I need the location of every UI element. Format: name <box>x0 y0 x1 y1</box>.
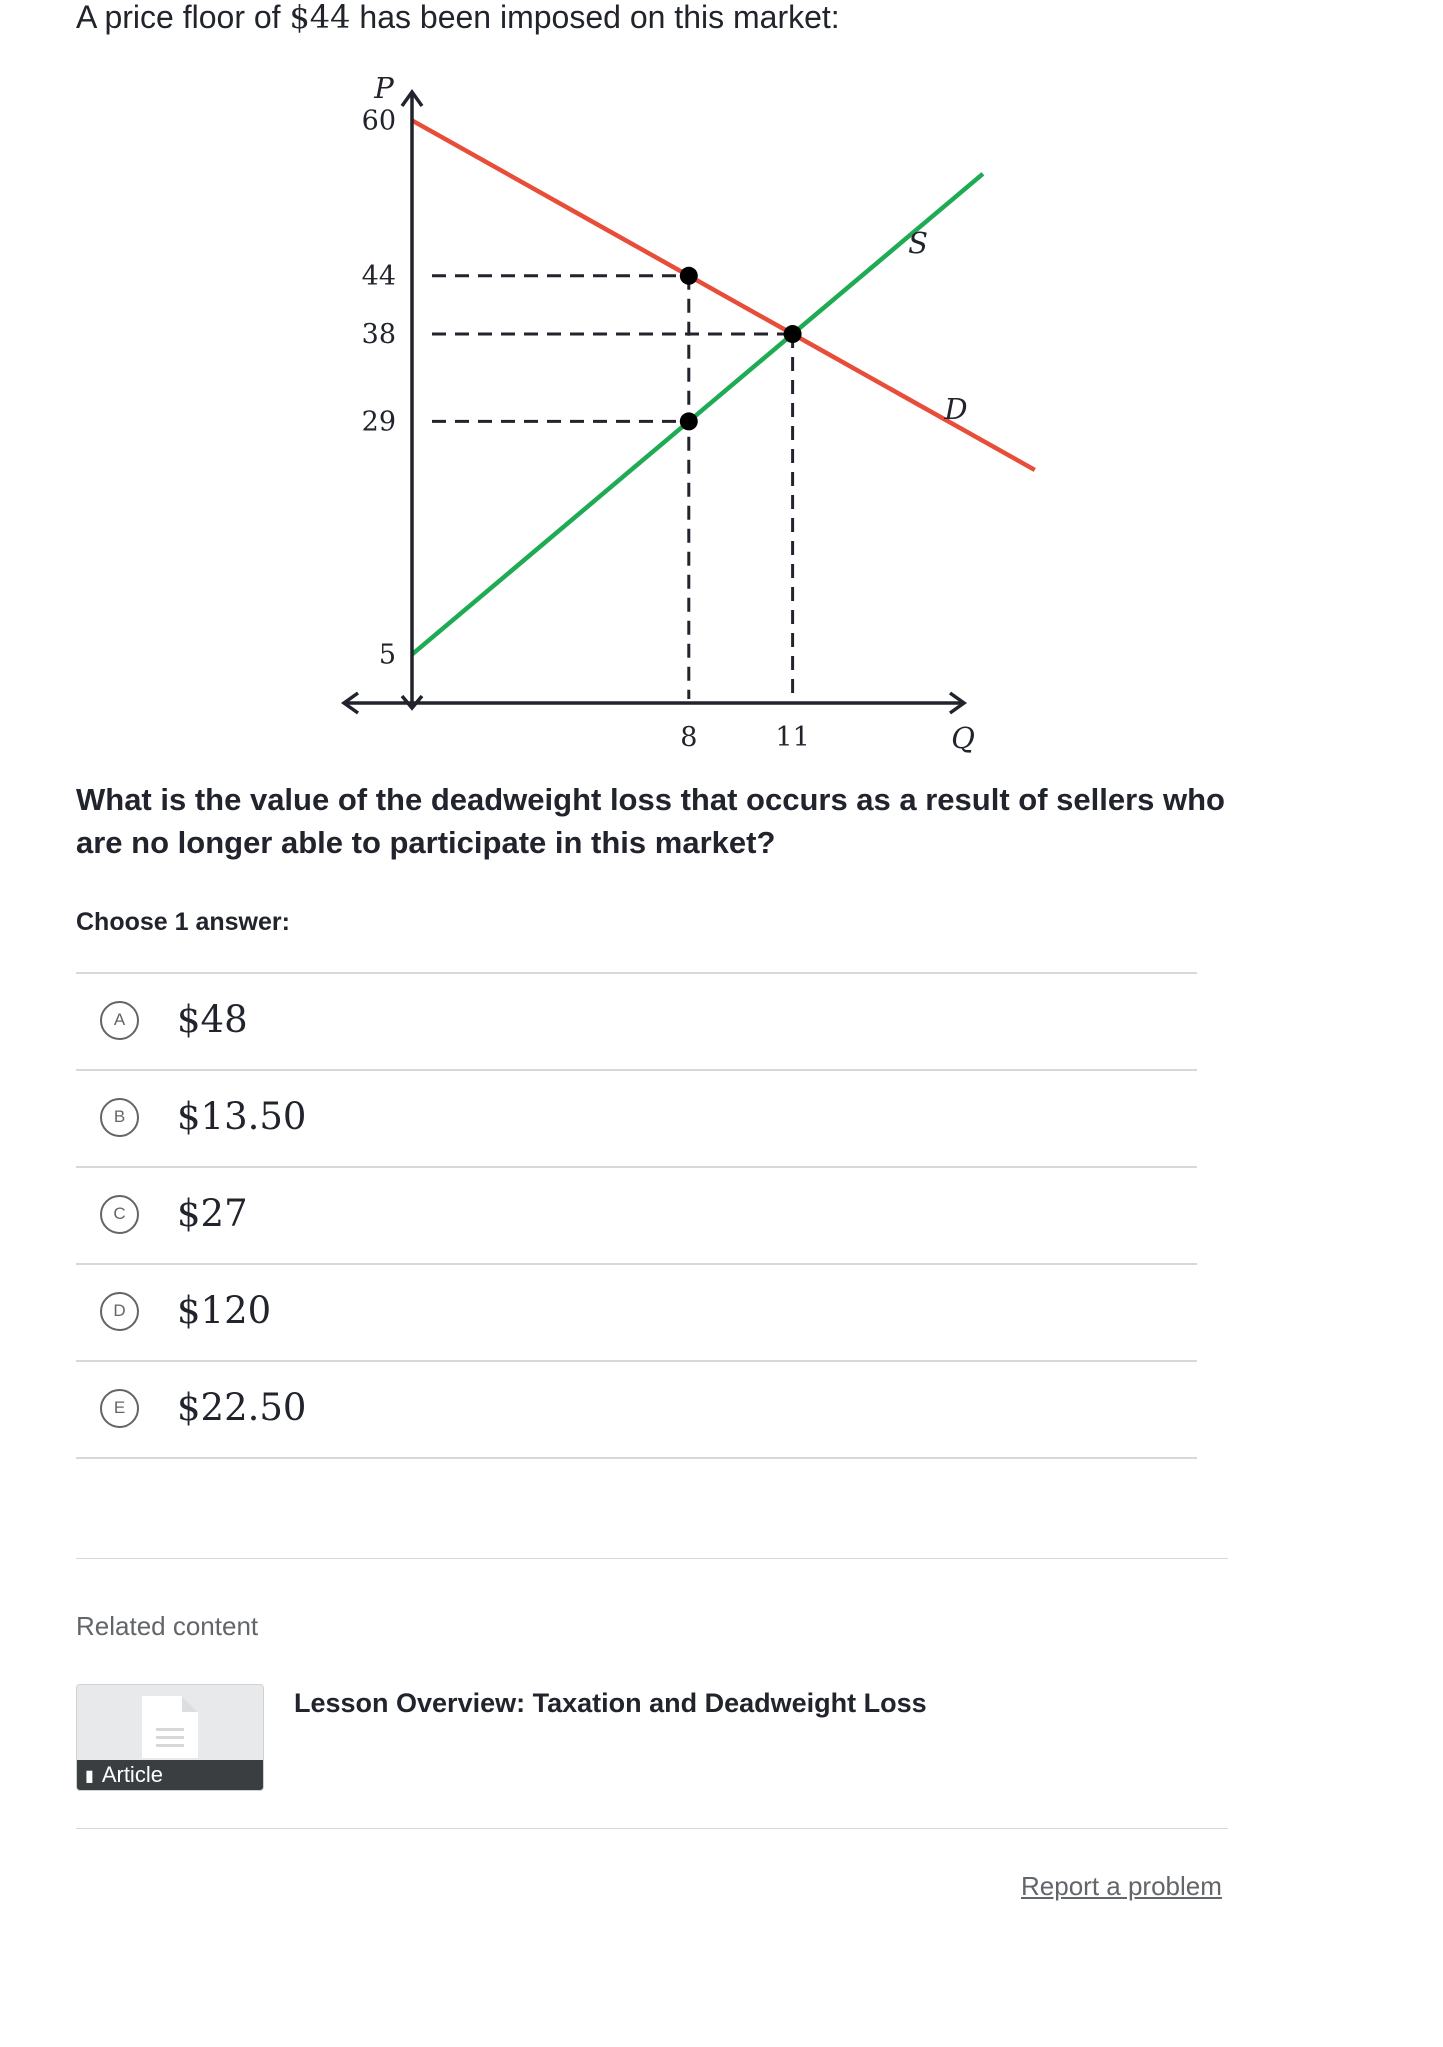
data-point-2 <box>680 412 698 430</box>
supply-label: S <box>908 226 928 260</box>
choice-e-text: $22.50 <box>177 1386 307 1429</box>
intro-prefix: A price floor of <box>76 0 290 35</box>
choice-e-bubble[interactable]: E <box>100 1389 139 1428</box>
related-content-title: Related content <box>76 1611 259 1641</box>
supply-curve <box>412 174 983 655</box>
choose-label: Choose 1 answer: <box>76 908 290 936</box>
choice-a-bubble[interactable]: A <box>100 1001 139 1040</box>
article-badge-label: Article <box>101 1762 163 1787</box>
y-tick-label: 60 <box>361 105 396 137</box>
answer-choices <box>76 972 1197 1459</box>
choice-b-bubble[interactable]: B <box>100 1098 139 1137</box>
document-icon <box>140 1694 200 1760</box>
y-tick-label: 38 <box>361 319 396 351</box>
labels <box>362 71 975 755</box>
x-tick-label: 11 <box>775 722 810 753</box>
x-axis-label: Q <box>951 721 975 755</box>
question-text: What is the value of the deadweight loss that occurs as a result of sellers who are no longer able to participate in this market? <box>76 782 1225 860</box>
choice-d-bubble[interactable]: D <box>100 1292 139 1331</box>
y-axis-label: P <box>374 71 394 105</box>
choice-b-text: $13.50 <box>177 1095 307 1138</box>
curves <box>412 120 1035 654</box>
x-tick-label: 8 <box>680 722 698 753</box>
axes <box>344 92 964 713</box>
choice-e[interactable] <box>76 1360 1197 1459</box>
y-tick-label: 44 <box>361 260 396 292</box>
demand-curve <box>412 120 1035 470</box>
points <box>680 267 802 431</box>
choice-a-text: $48 <box>177 998 248 1041</box>
article-badge <box>77 1760 263 1790</box>
report-problem-link[interactable]: Report a problem <box>1021 1871 1222 1901</box>
demand-label: D <box>944 392 968 426</box>
article-thumbnail[interactable] <box>76 1684 264 1791</box>
choice-c[interactable] <box>76 1166 1197 1263</box>
article-icon: ▮ <box>85 1768 94 1785</box>
intro-amount: $44 <box>289 0 351 36</box>
choice-d-text: $120 <box>177 1289 272 1332</box>
intro-suffix: has been imposed on this market: <box>350 0 840 35</box>
related-lesson-link[interactable]: Lesson Overview: Taxation and Deadweight Loss <box>294 1688 927 1718</box>
y-tick-label: 29 <box>361 406 396 438</box>
choice-c-text: $27 <box>177 1192 248 1235</box>
choice-b[interactable] <box>76 1069 1197 1166</box>
bottom-divider <box>76 1828 1228 1829</box>
choice-a[interactable] <box>76 972 1197 1069</box>
data-point-1 <box>784 325 802 343</box>
section-divider <box>76 1558 1228 1559</box>
y-tick-label: 5 <box>378 639 396 671</box>
choice-d[interactable] <box>76 1263 1197 1360</box>
choice-c-bubble[interactable]: C <box>100 1195 139 1234</box>
supply-demand-chart <box>0 0 1443 770</box>
data-point-0 <box>680 267 698 285</box>
